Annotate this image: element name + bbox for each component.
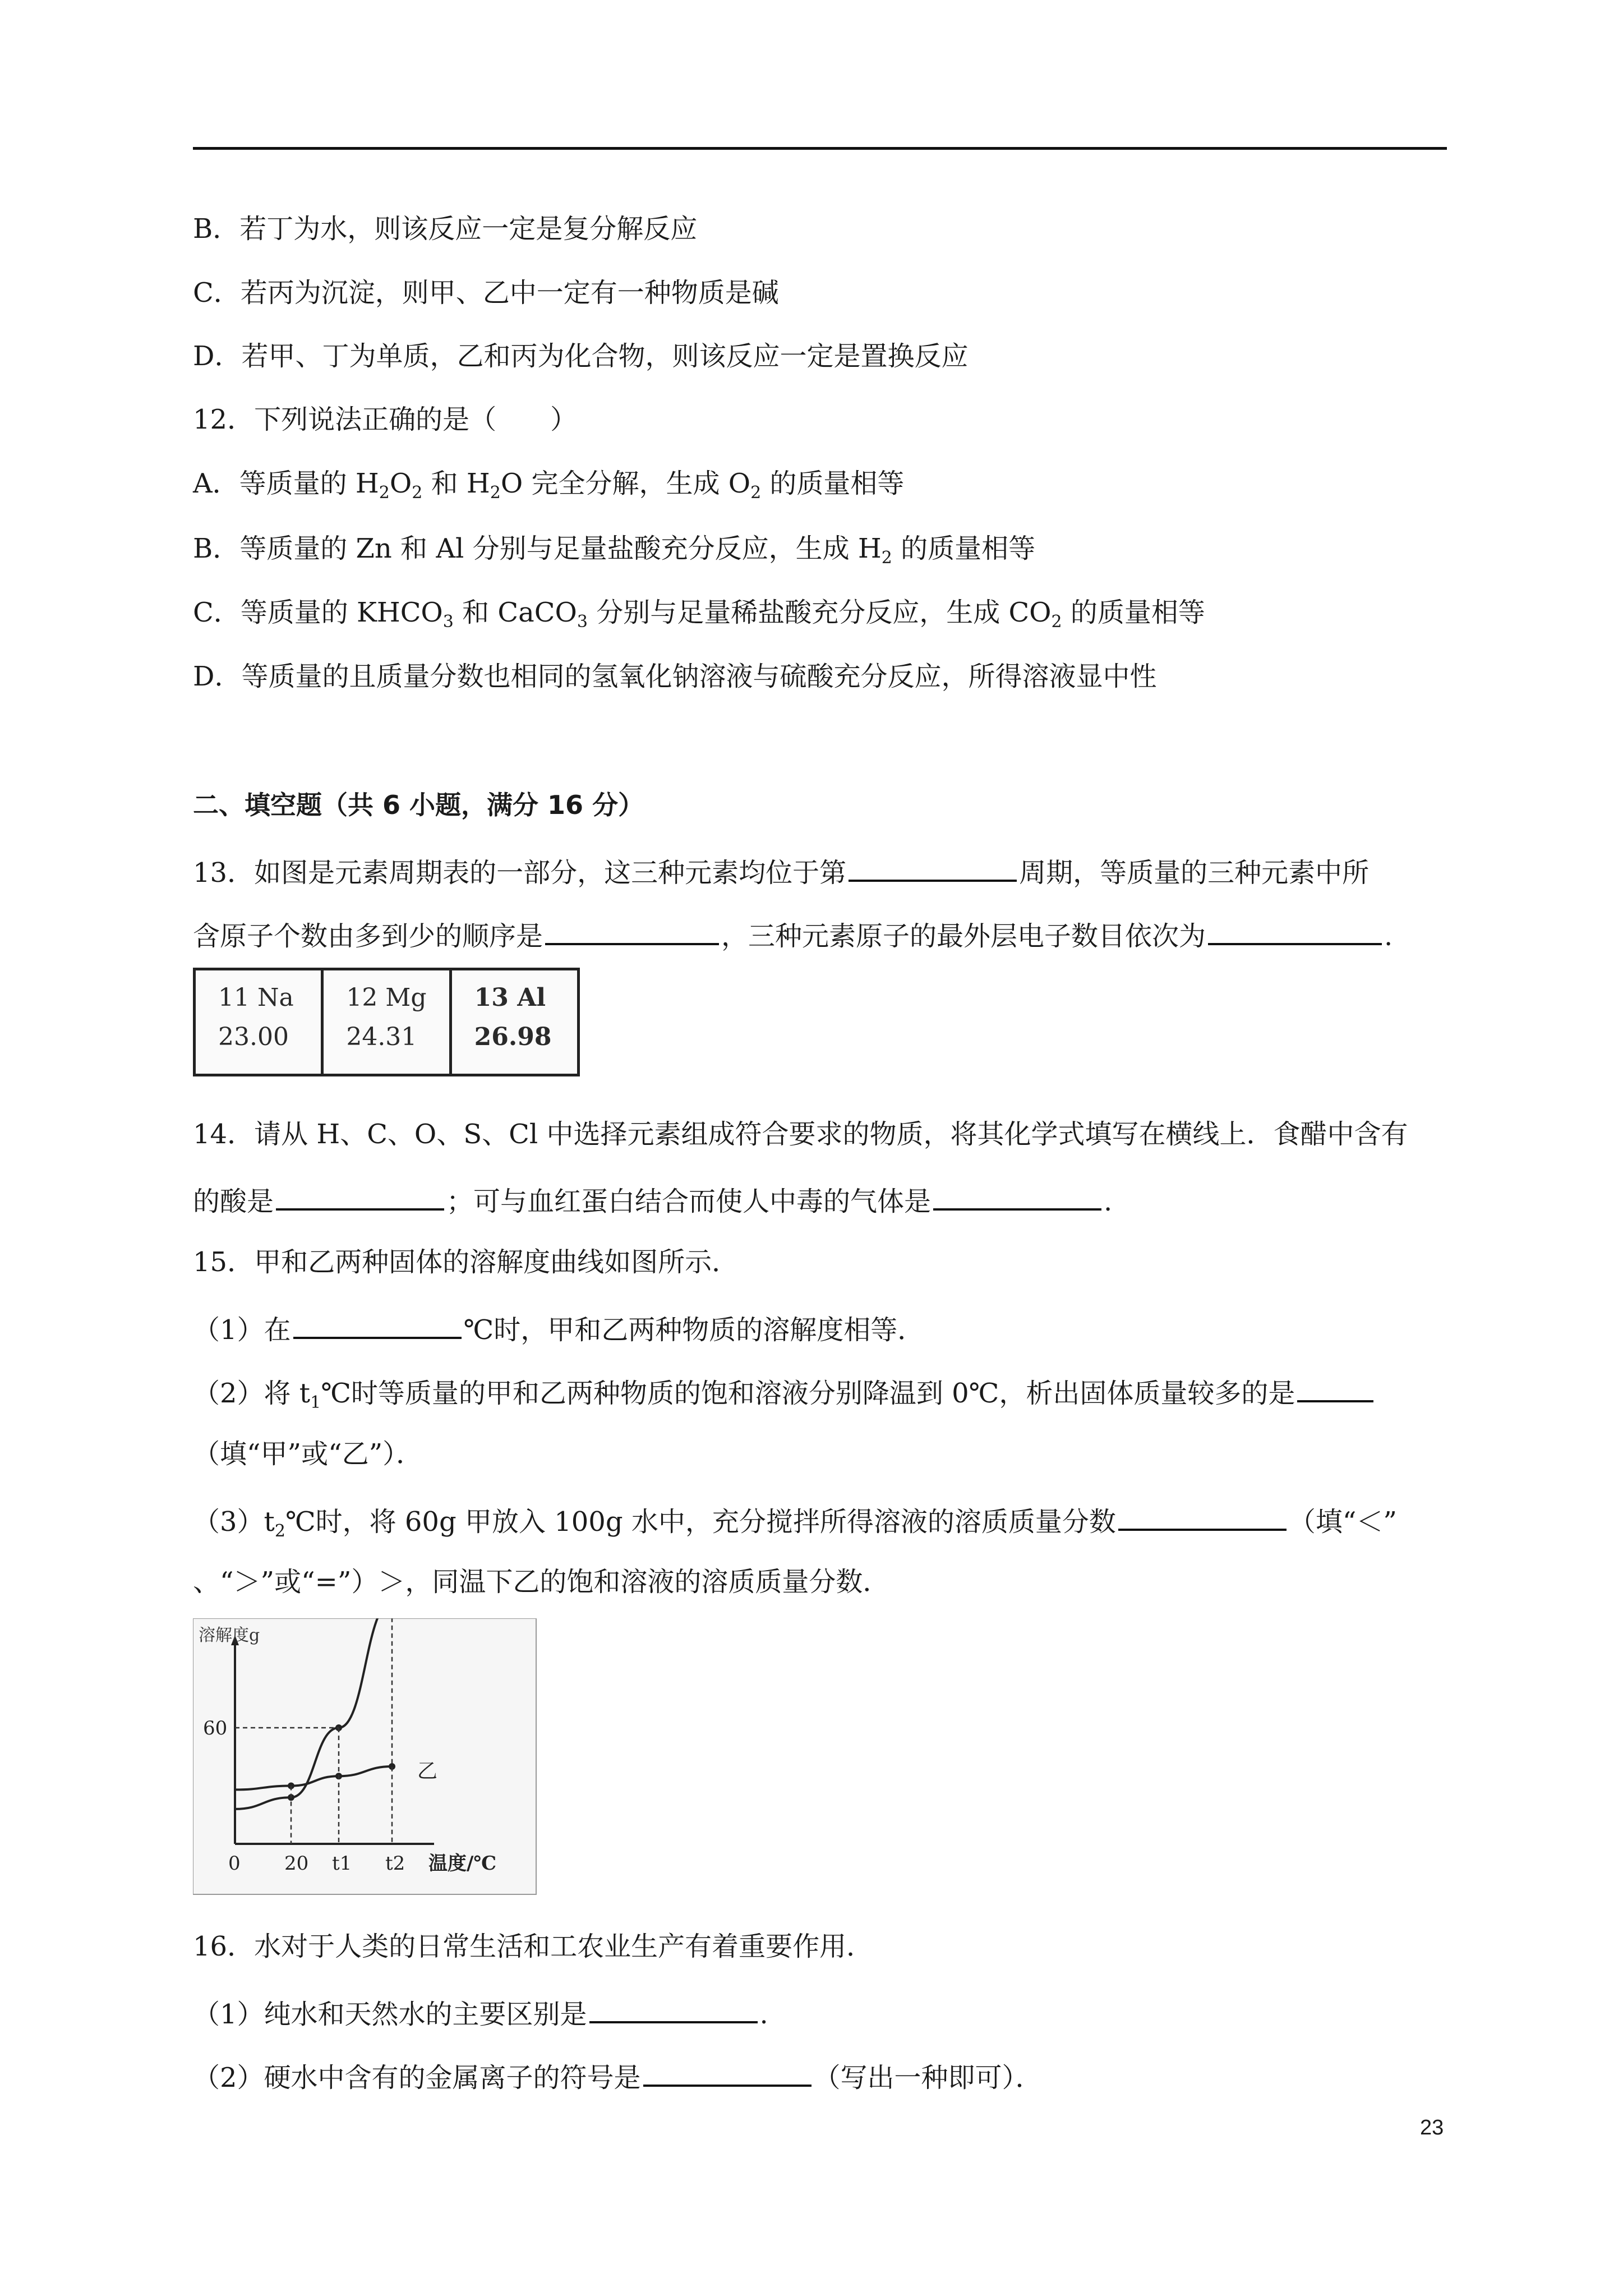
q15-part3-line1: $(3)t_2℃$时，将 60g 甲放入 100g 水中，充分搅拌所得溶液的溶质质量分数 （填“＜” (193, 1502, 1397, 1539)
q13-line2: 含原子个数由多到少的顺序是 ，三种元素原子的最外层电子数目依次为 . (193, 916, 1393, 953)
q11-option-c: C．若丙为沉淀，则甲、乙中一定有一种物质是碱 (193, 277, 779, 309)
answer-blank[interactable] (933, 1181, 1101, 1211)
y-tick-label: 60 (203, 1717, 228, 1740)
q15-part2-line2: （填“甲”或“乙”）． (193, 1438, 423, 1470)
element-symbol: 12 Mg (346, 983, 427, 1012)
q16-part1: （1）纯水和天然水的主要区别是 . (193, 1994, 768, 2031)
answer-blank[interactable] (643, 2058, 811, 2087)
answer-blank[interactable] (1118, 1502, 1287, 1531)
q16-stem: 16．水对于人类的日常生活和工农业生产有着重要作用． (193, 1931, 874, 1962)
answer-blank[interactable] (589, 1994, 758, 2023)
answer-blank[interactable] (293, 1310, 462, 1339)
q13-line1: 13．如图是元素周期表的一部分，这三种元素均位于第 周期，等质量的三种元素中所 (193, 853, 1369, 890)
answer-blank[interactable] (276, 1181, 444, 1211)
periodic-table-excerpt (193, 968, 580, 1076)
q12-option-d: D．等质量的且质量分数也相同的氢氧化钠溶液与硫酸充分反应，所得溶液显中性 (193, 661, 1157, 692)
atomic-mass: 26.98 (474, 1023, 552, 1051)
q11-option-d: D．若甲、丁为单质，乙和丙为化合物，则该反应一定是置换反应 (193, 341, 969, 372)
answer-blank[interactable] (545, 916, 719, 945)
q16-part2: （2）硬水中含有的金属离子的符号是 （写出一种即可）． (193, 2058, 1043, 2095)
q12-option-b: B．等质量的 Zn 和 Al 分别与足量盐酸充分反应，生成 $H_2$ 的质量相等 (193, 533, 1036, 568)
x-tick-label: t2 (385, 1852, 405, 1875)
q15-part2-line1: （2）将 $t_1℃$时等质量的甲和乙两种物质的饱和溶液分别降温到 0℃，析出固体质量较多的是 (193, 1373, 1376, 1410)
x-tick-label: 20 (284, 1852, 309, 1875)
answer-blank[interactable] (1208, 916, 1382, 945)
x-tick-label: 0 (228, 1852, 241, 1875)
q14-line2: 的酸是 ；可与血红蛋白结合而使人中毒的气体是 . (193, 1181, 1112, 1218)
q15-part3-line2: 、“＞”或“=”）＞，同温下乙的饱和溶液的溶质质量分数． (193, 1566, 890, 1598)
q11-option-b: B．若丁为水，则该反应一定是复分解反应 (193, 213, 698, 245)
solubility-chart (193, 1618, 541, 1899)
element-cell (452, 970, 577, 1074)
q12-option-a: A．等质量的 $H_2O_2$ 和 $H_2O$ 完全分解，生成 $O_2$ 的质量相等 (193, 468, 905, 503)
y-axis-label: 溶解度g (199, 1626, 260, 1645)
q15-part1: （1）在 ℃时，甲和乙两种物质的溶解度相等． (193, 1310, 924, 1347)
element-symbol: 13 Al (474, 983, 546, 1012)
answer-blank[interactable] (849, 853, 1017, 882)
atomic-mass: 23.00 (218, 1023, 289, 1051)
answer-blank[interactable] (1297, 1373, 1373, 1402)
atomic-mass: 24.31 (346, 1023, 417, 1051)
x-tick-label: t1 (332, 1852, 352, 1875)
q12-stem: 12．下列说法正确的是（ ） (193, 404, 578, 435)
element-cell (196, 970, 324, 1074)
q12-option-c: C．等质量的 $KHCO_3$ 和 CaCO$_3$ 分别与足量稀盐酸充分反应，生成 $CO_2$ 的质量相等 (193, 597, 1205, 632)
section-heading: 二、填空题（共 6 小题，满分 16 分） (193, 790, 644, 820)
series-label: 乙 (417, 1760, 438, 1783)
x-axis-label: 温度/℃ (428, 1852, 497, 1875)
element-cell (324, 970, 451, 1074)
q14-line1: 14．请从 H、C、O、S、Cl 中选择元素组成符合要求的物质，将其化学式填写在横线上．食醋中含有 (193, 1119, 1408, 1150)
q15-stem: 15．甲和乙两种固体的溶解度曲线如图所示． (193, 1246, 739, 1278)
header-rule (193, 147, 1447, 150)
page-number: 23 (1420, 2116, 1444, 2139)
element-symbol: 11 Na (218, 983, 294, 1012)
